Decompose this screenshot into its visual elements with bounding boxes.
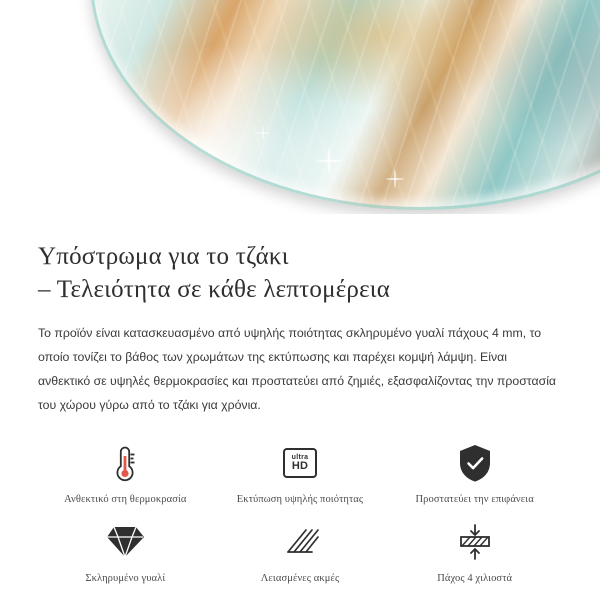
- ultra-hd-badge-bottom: HD: [291, 459, 309, 472]
- ultra-hd-icon: [283, 440, 317, 486]
- page-title: [38, 240, 562, 306]
- content-area: [0, 214, 600, 584]
- body-paragraph: Το προϊόν είναι κατασκευασμένο από υψηλής ποιότητας σκληρυμένο γυαλί πάχους 4 mm, το οποίο τονίζει το βάθος των χρωμάτων της εκτύπωσης και παρέχει κομψή λάμψη. Είναι ανθεκτικό σε υψηλές θερμοκρασίες και προστατεύει από ζημιές, εξασφαλίζοντας την προστασία του χώρου γύρω από το τζάκι για χρόνια.: [38, 326, 557, 412]
- polished-edges-icon: [280, 519, 320, 565]
- headline-line-2: – Τελειότητα σε κάθε λεπτομέρεια: [38, 276, 391, 303]
- feature-item-ultra-hd-print: [213, 440, 388, 505]
- feature-item-temperature-resistant: [38, 440, 213, 505]
- feature-caption: Σκληρυμένο γυαλί: [85, 572, 166, 584]
- feature-caption: Πάχος 4 χιλιοστά: [437, 572, 513, 584]
- hero-image: [0, 0, 600, 214]
- ultra-hd-badge-top: ultra: [291, 453, 309, 461]
- feature-grid: [38, 440, 562, 584]
- feature-caption: Ανθεκτικό στη θερμοκρασία: [64, 493, 187, 505]
- feature-caption: Εκτύπωση υψηλής ποιότητας: [236, 493, 364, 505]
- diamond-icon: [104, 519, 146, 565]
- thermometer-icon: [110, 440, 140, 486]
- feature-caption: Λειασμένες ακμές: [260, 572, 340, 584]
- feature-item-surface-protection: [387, 440, 562, 505]
- feature-item-tempered-glass: [38, 519, 213, 584]
- headline-line-1: Υπόστρωμα για το τζάκι: [38, 243, 289, 270]
- thickness-icon: [454, 519, 496, 565]
- feature-item-polished-edges: [213, 519, 388, 584]
- feature-item-thickness: [387, 519, 562, 584]
- feature-caption: Προστατεύει την επιφάνεια: [415, 493, 534, 505]
- glass-plate-graphic: [90, 0, 600, 210]
- shield-check-icon: [456, 440, 494, 486]
